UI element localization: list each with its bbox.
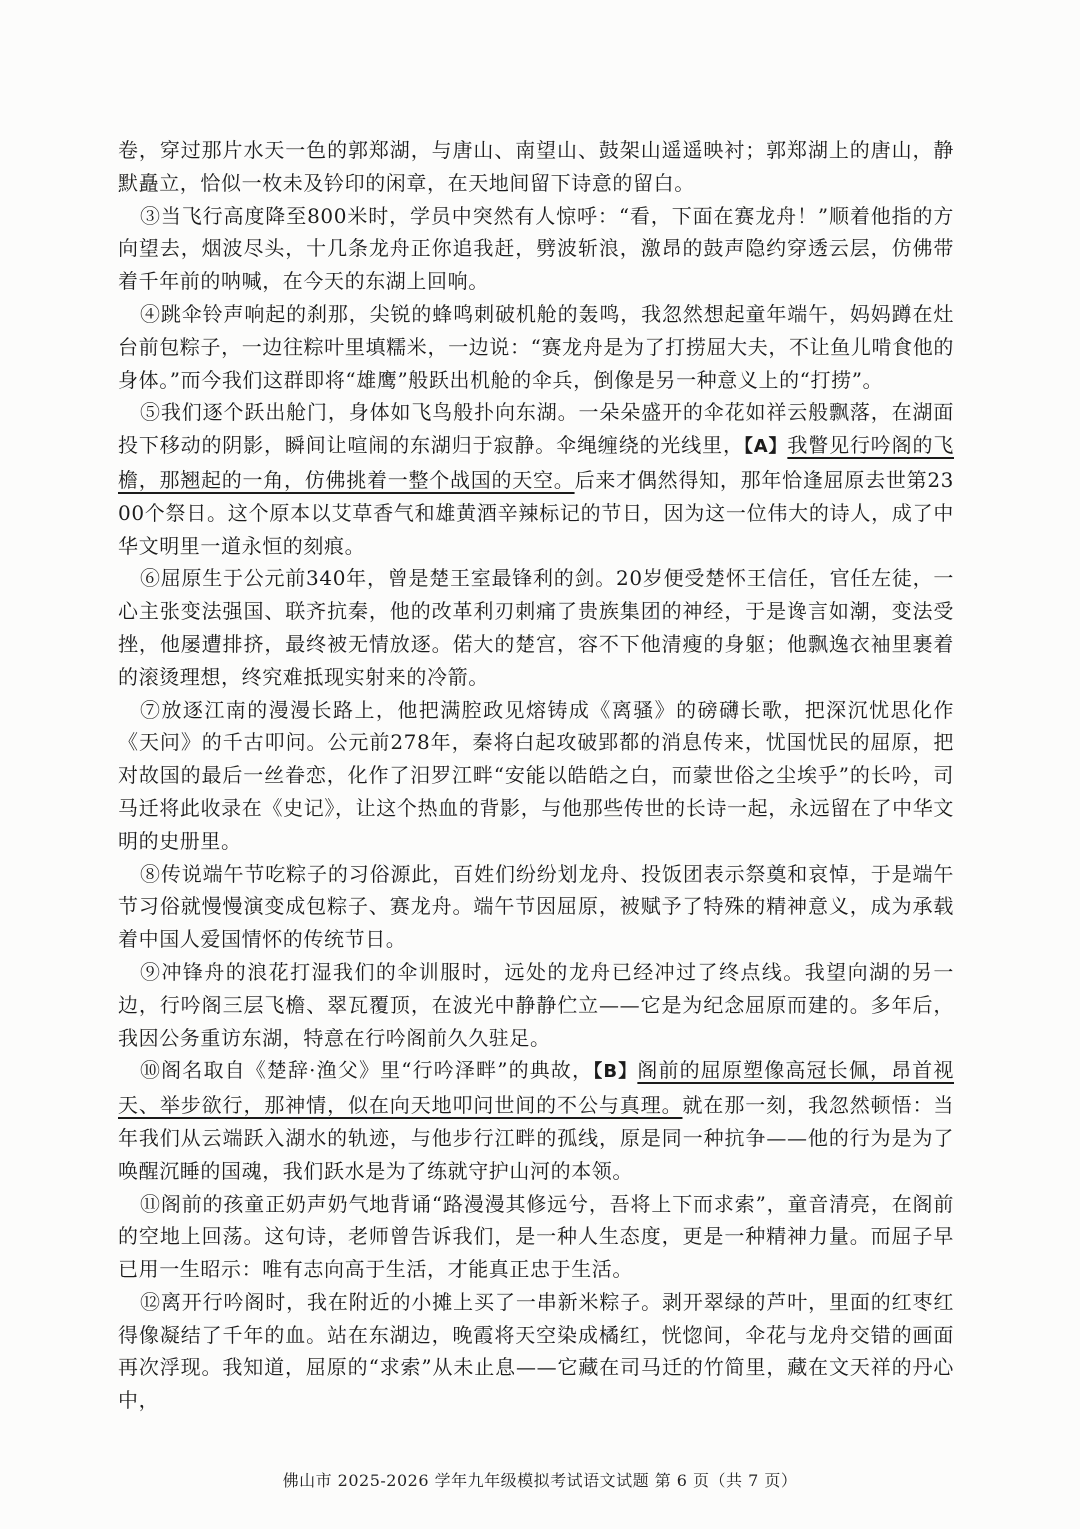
paragraph-number: ⑨ xyxy=(140,959,162,984)
paragraph-3 xyxy=(118,200,954,298)
paragraph-4 xyxy=(118,298,954,396)
paragraph-text: 我们逐个跃出舱门，身体如飞鸟般扑向东湖。一朵朵盛开的伞花如祥云般飘落，在湖面投下移动的阴影，瞬间让喧闹的东湖归于寂静。伞绳缠绕的光线里， xyxy=(118,400,954,458)
paragraph-text: 阁名取自《楚辞·渔父》里“行吟泽畔”的典故， xyxy=(161,1058,594,1083)
underlined-sentence-b: 阁前的屈原塑像高冠长佩，昂首视天、举步欲行，那神情，似在向天地叩问世间的不公与真理。 xyxy=(118,1058,955,1118)
paragraph-8 xyxy=(118,858,954,956)
paragraph-7 xyxy=(118,694,954,858)
page-footer: 佛山市 2025-2026 学年九年级模拟考试语文试题 第 6 页（共 7 页） xyxy=(282,1471,798,1490)
paragraph-number: ⑩ xyxy=(140,1058,162,1083)
paragraph-text: 卷，穿过那片水天一色的郭郑湖，与唐山、南望山、鼓架山遥遥映衬；郭郑湖上的唐山，静默矗立，恰似一枚未及钤印的闲章，在天地间留下诗意的留白。 xyxy=(118,138,954,195)
paragraph-number: ⑥ xyxy=(140,566,161,591)
paragraph-11 xyxy=(118,1188,954,1286)
annotation-mark-b: 【B】 xyxy=(593,1061,638,1083)
paragraph-continued xyxy=(118,134,954,200)
paragraph-9 xyxy=(118,956,954,1054)
paragraph-text: 后来才偶然得知，那年恰逢屈原去世第2300个祭日。这个原本以艾草香气和雄黄酒辛辣标记的节日，因为这一位伟大的诗人，成了中华文明里一道永恒的刻痕。 xyxy=(118,467,954,558)
paragraph-5 xyxy=(118,396,954,562)
paragraph-number: ⑧ xyxy=(140,861,161,886)
paragraph-number: ⑤ xyxy=(140,400,161,425)
paragraph-text: 放逐江南的漫漫长路上，他把满腔政见熔铸成《离骚》的磅礴长歌，把深沉忧思化作《天问》的千古叩问。公元前278年，秦将白起攻破郢都的消息传来，忧国忧民的屈原，把对故国的最后一丝眷恋，化作了汨罗江畔“安能以皓皓之白，而蒙世俗之尘埃乎”的长吟，司马迁将此收录在《史记》，让这个热血的背影，与他那些传世的长诗一起，永远留在了中华文明的史册里。 xyxy=(118,697,954,853)
paragraph-text: 离开行吟阁时，我在附近的小摊上买了一串新米粽子。剥开翠绿的芦叶，里面的红枣红得像凝结了千年的血。站在东湖边，晚霞将天空染成橘红，恍惚间，伞花与龙舟交错的画面再次浮现。我知道，屈原的“求索”从未止息——它藏在司马迁的竹简里，藏在文天祥的丹心中， xyxy=(118,1289,954,1413)
paragraph-text: 跳伞铃声响起的刹那，尖锐的蜂鸣刺破机舱的轰鸣，我忽然想起童年端午，妈妈蹲在灶台前包粽子，一边往粽叶里填糯米，一边说：“赛龙舟是为了打捞屈大夫，不让鱼儿啃食他的身体。”而今我们这群即将“雄鹰”般跃出机舱的伞兵，倒像是另一种意义上的“打捞”。 xyxy=(118,301,954,392)
paragraph-number: ④ xyxy=(140,301,161,326)
paragraph-text: 屈原生于公元前340年，曾是楚王室最锋利的剑。20岁便受楚怀王信任，官任左徒，一心主张变法强国、联齐抗秦，他的改革利刃刺痛了贵族集团的神经，于是谗言如潮，变法受挫，他屡遭排挤，最终被无情放逐。偌大的楚宫，容不下他清瘦的身躯；他飘逸衣袖里裹着的滚烫理想，终究难抵现实射来的冷箭。 xyxy=(118,566,954,689)
paragraph-text: 当飞行高度降至800米时，学员中突然有人惊呼：“看，下面在赛龙舟！”顺着他指的方向望去，烟波尽头，十几条龙舟正你追我赶，劈波斩浪，激昂的鼓声隐约穿透云层，仿佛带着千年前的呐喊，在今天的东湖上回响。 xyxy=(118,203,954,294)
paragraph-text: 传说端午节吃粽子的习俗源此，百姓们纷纷划龙舟、投饭团表示祭奠和哀悼，于是端午节习俗就慢慢演变成包粽子、赛龙舟。端午节因屈原，被赋予了特殊的精神意义，成为承载着中国人爱国情怀的传统节日。 xyxy=(118,861,954,952)
annotation-mark-a: 【A】 xyxy=(743,436,788,458)
paragraph-text: 就在那一刻，我忽然顿悟：当年我们从云端跃入湖水的轨迹，与他步行江畔的孤线，原是同一种抗争——他的行为是为了唤醒沉睡的国魂，我们跃水是为了练就守护山河的本领。 xyxy=(118,1093,954,1183)
paragraph-number: ⑪ xyxy=(140,1191,161,1216)
article-body xyxy=(118,134,954,1417)
paragraph-12 xyxy=(118,1286,954,1417)
paragraph-number: ③ xyxy=(140,203,161,228)
paragraph-10 xyxy=(118,1054,954,1187)
paragraph-text: 冲锋舟的浪花打湿我们的伞训服时，远处的龙舟已经冲过了终点线。我望向湖的另一边，行吟阁三层飞檐、翠瓦覆顶，在波光中静静伫立——它是为纪念屈原而建的。多年后，我因公务重访东湖，特意在行吟阁前久久驻足。 xyxy=(118,959,954,1050)
paragraph-text: 阁前的孩童正奶声奶气地背诵“路漫漫其修远兮，吾将上下而求索”，童音清亮，在阁前的空地上回荡。这句诗，老师曾告诉我们，是一种人生态度，更是一种精神力量。而屈子早已用一生昭示：唯有志向高于生活，才能真正忠于生活。 xyxy=(118,1191,954,1282)
paragraph-number: ⑫ xyxy=(140,1289,161,1314)
paragraph-6 xyxy=(118,562,954,693)
paragraph-number: ⑦ xyxy=(140,697,162,722)
underlined-sentence-a: 我瞥见行吟阁的飞檐，那翘起的一角，仿佛挑着一整个战国的天空。 xyxy=(118,433,954,492)
